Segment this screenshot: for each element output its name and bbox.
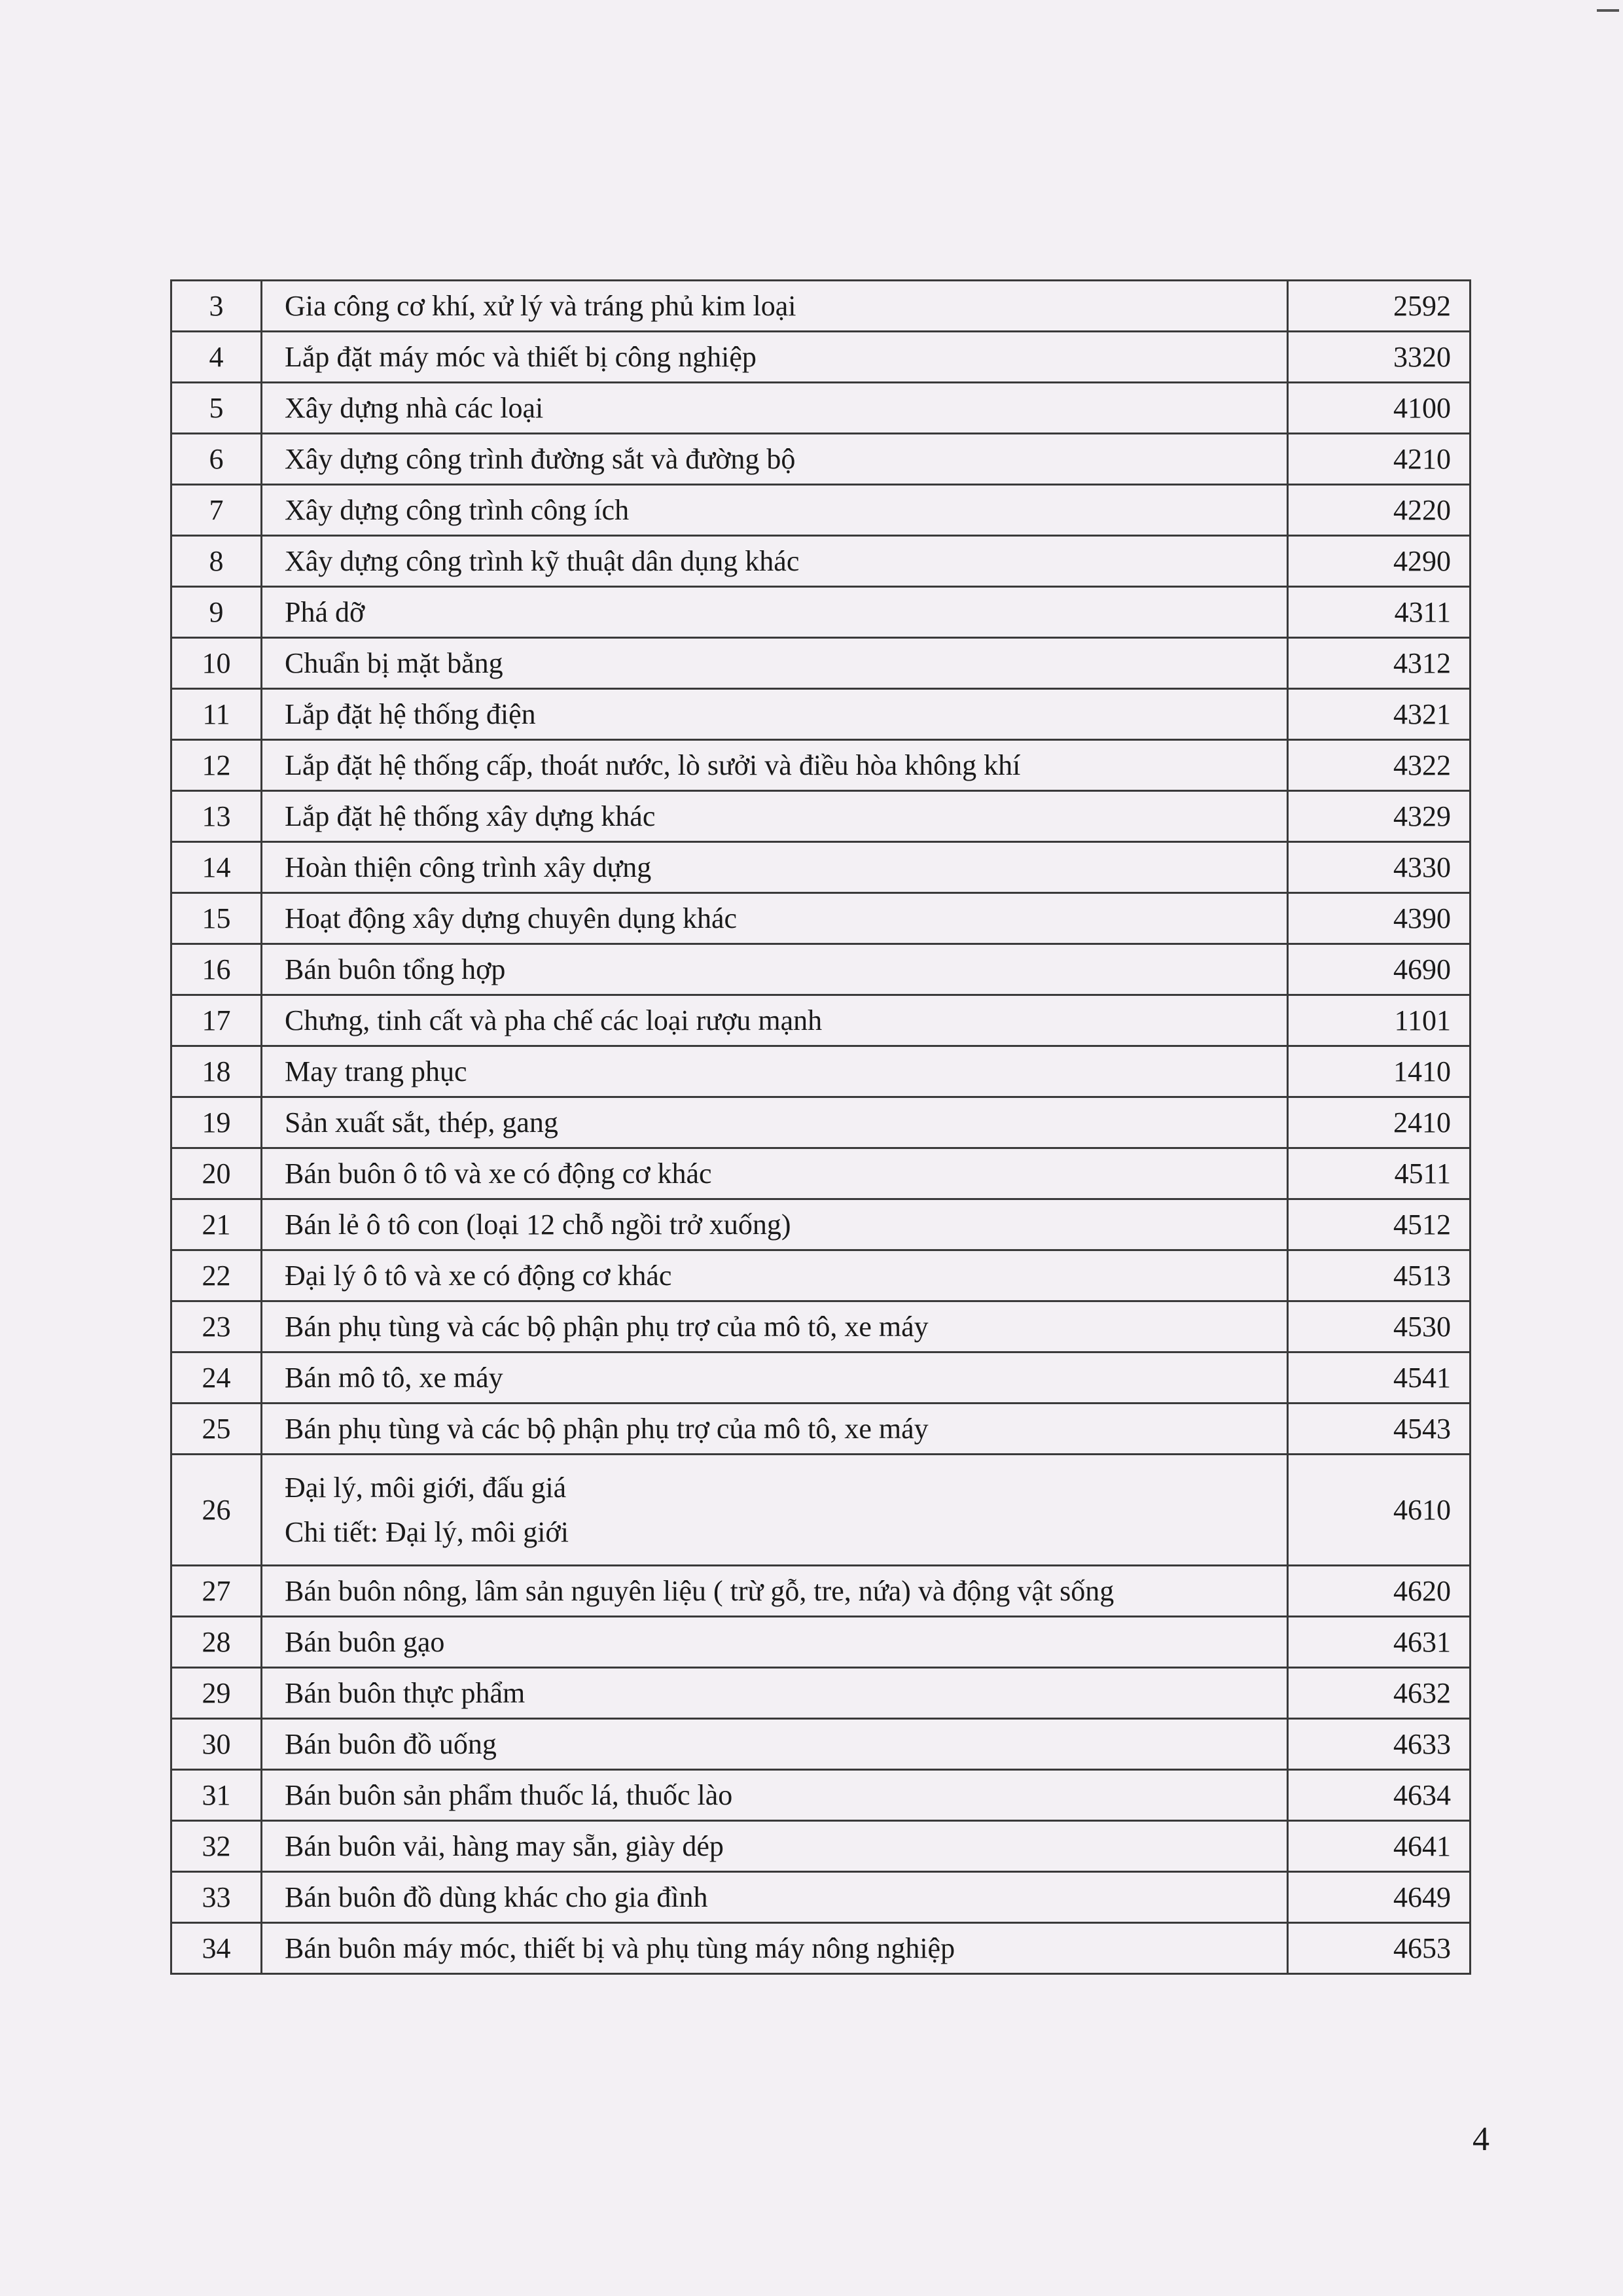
industry-name-text: Đại lý, môi giới, đấu giá [285,1471,567,1504]
industry-detail-text: Chi tiết: Đại lý, môi giới [285,1515,569,1548]
industry-code: 4321 [1288,689,1471,740]
table-row [171,1404,1471,1455]
industry-name: Xây dựng công trình đường sắt và đường bộ [262,434,1288,485]
industry-code: 4649 [1288,1872,1471,1923]
business-lines-table [170,279,1471,1975]
industry-name: Hoạt động xây dựng chuyên dụng khác [262,893,1288,944]
table-row [171,383,1471,434]
table-row [171,1617,1471,1668]
row-number: 29 [171,1668,262,1719]
row-number: 18 [171,1046,262,1097]
industry-code: 4541 [1288,1352,1471,1404]
row-number: 12 [171,740,262,791]
industry-code: 4311 [1288,587,1471,638]
industry-code: 4641 [1288,1821,1471,1872]
row-number: 4 [171,332,262,383]
table-row [171,791,1471,842]
industry-name: Bán mô tô, xe máy [262,1352,1288,1404]
row-number: 6 [171,434,262,485]
row-number: 5 [171,383,262,434]
row-number: 21 [171,1199,262,1250]
industry-name: Bán lẻ ô tô con (loại 12 chỗ ngồi trở xuống) [262,1199,1288,1250]
table-row [171,842,1471,893]
industry-name: Bán buôn đồ uống [262,1719,1288,1770]
table-row [171,1250,1471,1301]
industry-code: 4690 [1288,944,1471,995]
row-number: 3 [171,281,262,332]
row-number: 27 [171,1566,262,1617]
scan-mark [1597,9,1619,12]
row-number: 32 [171,1821,262,1872]
industry-code: 4634 [1288,1770,1471,1821]
industry-name: Lắp đặt máy móc và thiết bị công nghiệp [262,332,1288,383]
table-row [171,1719,1471,1770]
table-row [171,638,1471,689]
industry-code: 4530 [1288,1301,1471,1352]
table-row [171,740,1471,791]
table-row [171,1872,1471,1923]
industry-code: 4290 [1288,536,1471,587]
table-body [171,281,1471,1974]
row-number: 34 [171,1923,262,1974]
industry-name: Lắp đặt hệ thống cấp, thoát nước, lò sưởi và điều hòa không khí [262,740,1288,791]
row-number: 31 [171,1770,262,1821]
industry-name: Đại lý ô tô và xe có động cơ khác [262,1250,1288,1301]
industry-code: 4512 [1288,1199,1471,1250]
table-row [171,587,1471,638]
row-number: 28 [171,1617,262,1668]
table-row [171,485,1471,536]
industry-name: Lắp đặt hệ thống xây dựng khác [262,791,1288,842]
industry-code: 4543 [1288,1404,1471,1455]
row-number: 33 [171,1872,262,1923]
industry-name: Phá dỡ [262,587,1288,638]
table-row [171,1770,1471,1821]
table-row [171,1923,1471,1974]
industry-name: Gia công cơ khí, xử lý và tráng phủ kim loại [262,281,1288,332]
row-number: 19 [171,1097,262,1148]
industry-name: Chưng, tinh cất và pha chế các loại rượu mạnh [262,995,1288,1046]
table-row [171,281,1471,332]
industry-name: Bán buôn ô tô và xe có động cơ khác [262,1148,1288,1199]
row-number: 20 [171,1148,262,1199]
industry-code: 4610 [1288,1455,1471,1566]
industry-name: Bán buôn đồ dùng khác cho gia đình [262,1872,1288,1923]
industry-code: 1410 [1288,1046,1471,1097]
industry-code: 4653 [1288,1923,1471,1974]
industry-name: Bán buôn gạo [262,1617,1288,1668]
industry-code: 4390 [1288,893,1471,944]
industry-code: 4312 [1288,638,1471,689]
row-number: 23 [171,1301,262,1352]
industry-code: 2410 [1288,1097,1471,1148]
row-number: 22 [171,1250,262,1301]
table-row [171,893,1471,944]
industry-code: 4322 [1288,740,1471,791]
table-row [171,1668,1471,1719]
industry-code: 4330 [1288,842,1471,893]
table-row [171,944,1471,995]
table-row [171,1301,1471,1352]
industry-code: 4210 [1288,434,1471,485]
industry-code: 3320 [1288,332,1471,383]
row-number: 11 [171,689,262,740]
industry-code: 4511 [1288,1148,1471,1199]
table-row [171,1097,1471,1148]
industry-name: Bán buôn máy móc, thiết bị và phụ tùng máy nông nghiệp [262,1923,1288,1974]
industry-code: 4513 [1288,1250,1471,1301]
table-row [171,1352,1471,1404]
industry-code: 4329 [1288,791,1471,842]
table-row [171,689,1471,740]
industry-name: Bán buôn thực phẩm [262,1668,1288,1719]
table-row [171,1148,1471,1199]
page-number: 4 [1472,2121,1489,2158]
industry-code: 4631 [1288,1617,1471,1668]
row-number: 14 [171,842,262,893]
table-row [171,1455,1471,1566]
row-number: 26 [171,1455,262,1566]
row-number: 15 [171,893,262,944]
table-row [171,434,1471,485]
industry-name: Bán buôn sản phẩm thuốc lá, thuốc lào [262,1770,1288,1821]
table-row [171,536,1471,587]
table-row [171,1199,1471,1250]
industry-name: Hoàn thiện công trình xây dựng [262,842,1288,893]
row-number: 16 [171,944,262,995]
industry-code: 4220 [1288,485,1471,536]
table-row [171,995,1471,1046]
row-number: 30 [171,1719,262,1770]
industry-name: Xây dựng công trình công ích [262,485,1288,536]
industry-name: Bán buôn nông, lâm sản nguyên liệu ( trừ gỗ, tre, nứa) và động vật sống [262,1566,1288,1617]
table-row [171,332,1471,383]
industry-name: Lắp đặt hệ thống điện [262,689,1288,740]
industry-name: Bán phụ tùng và các bộ phận phụ trợ của mô tô, xe máy [262,1404,1288,1455]
row-number: 17 [171,995,262,1046]
row-number: 7 [171,485,262,536]
industry-code: 4100 [1288,383,1471,434]
row-number: 25 [171,1404,262,1455]
row-number: 10 [171,638,262,689]
industry-name: Xây dựng nhà các loại [262,383,1288,434]
industry-name: Chuẩn bị mặt bằng [262,638,1288,689]
table-row [171,1821,1471,1872]
industry-name: Sản xuất sắt, thép, gang [262,1097,1288,1148]
industry-name: Bán buôn vải, hàng may sẵn, giày dép [262,1821,1288,1872]
row-number: 13 [171,791,262,842]
industry-code: 1101 [1288,995,1471,1046]
industry-code: 4633 [1288,1719,1471,1770]
industry-name: May trang phục [262,1046,1288,1097]
industry-name: Bán phụ tùng và các bộ phận phụ trợ của mô tô, xe máy [262,1301,1288,1352]
row-number: 8 [171,536,262,587]
industry-name: Xây dựng công trình kỹ thuật dân dụng khác [262,536,1288,587]
industry-code: 4632 [1288,1668,1471,1719]
industry-name [262,1455,1288,1566]
industry-code: 4620 [1288,1566,1471,1617]
industry-code: 2592 [1288,281,1471,332]
row-number: 24 [171,1352,262,1404]
business-lines-table-container [170,279,1469,1975]
row-number: 9 [171,587,262,638]
table-row [171,1046,1471,1097]
industry-name: Bán buôn tổng hợp [262,944,1288,995]
table-row [171,1566,1471,1617]
